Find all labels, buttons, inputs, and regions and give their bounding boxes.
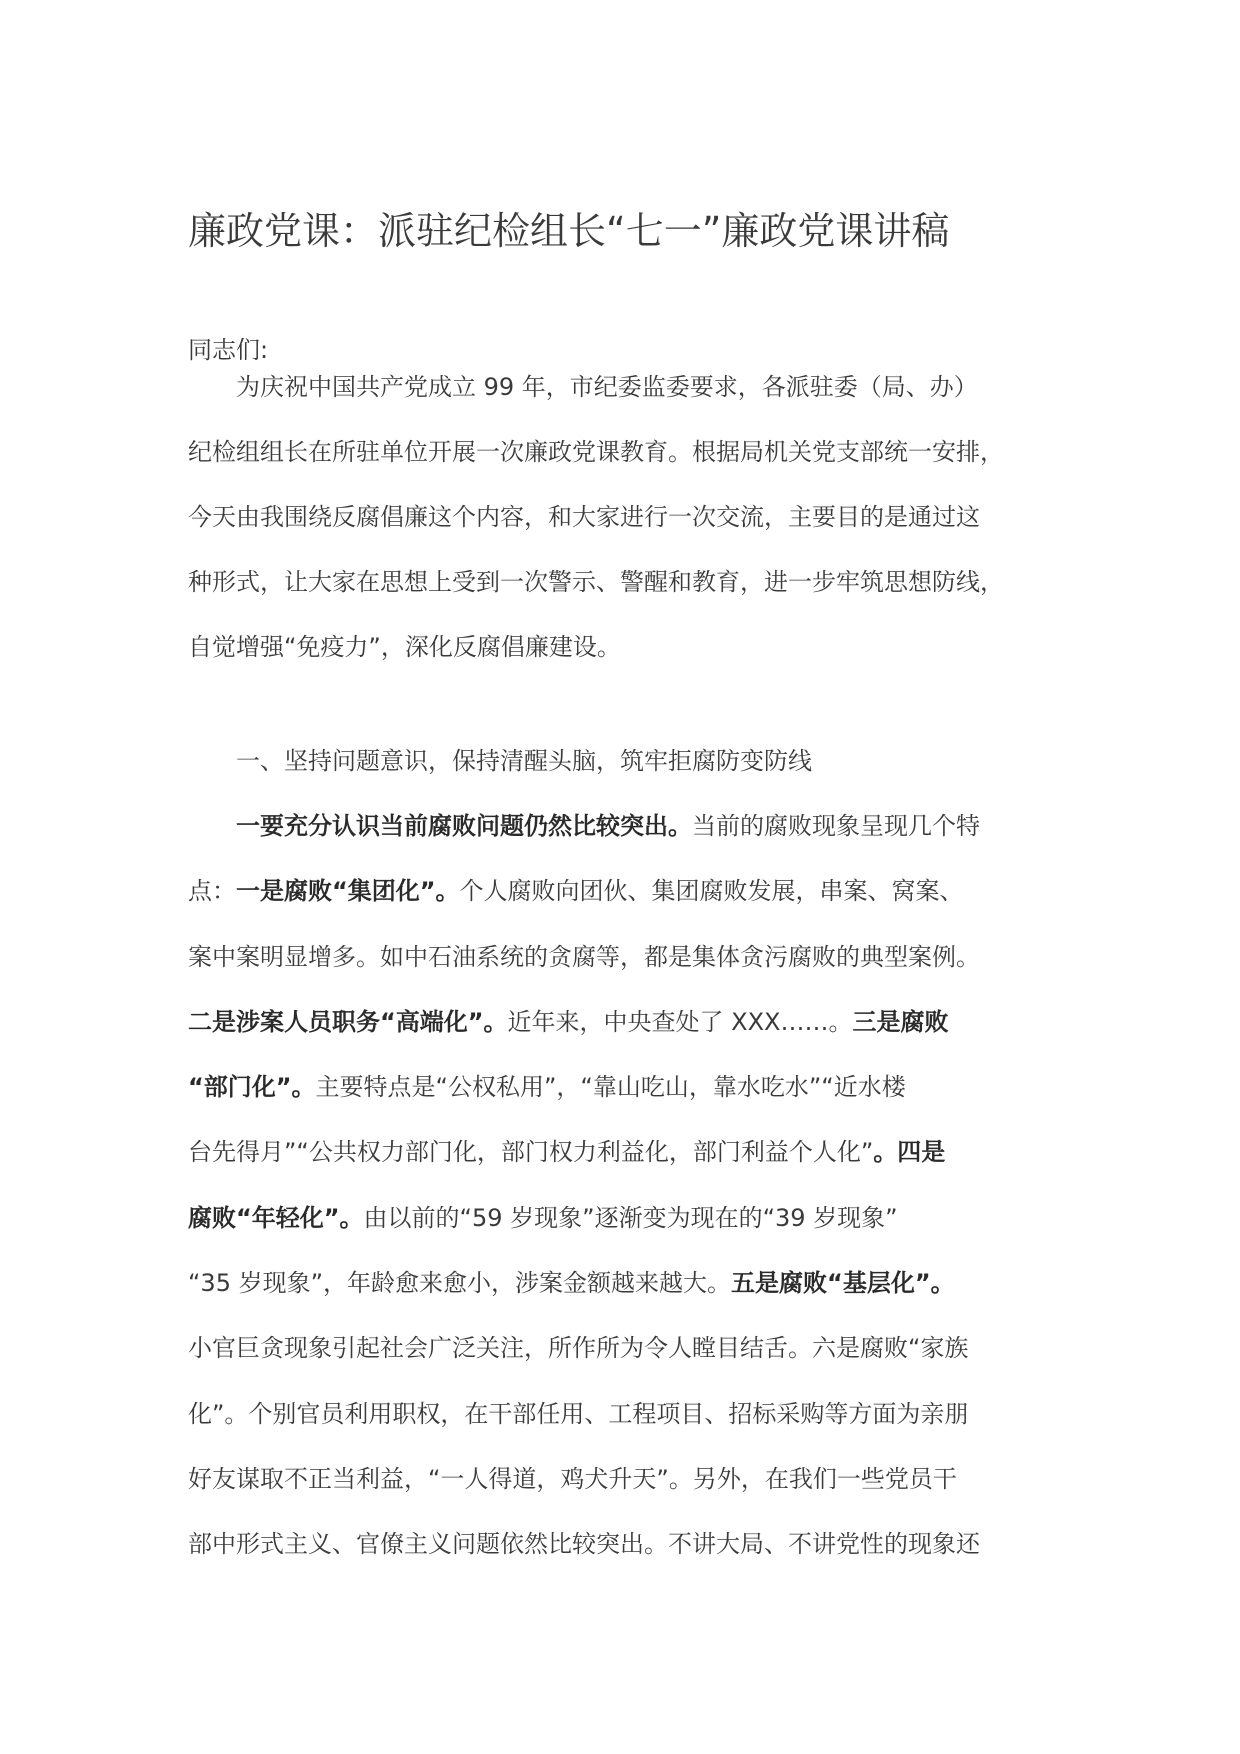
intro-line: 种形式，让大家在思想上受到一次警示、警醒和教育，进一步牢筑思想防线， — [188, 568, 1004, 596]
body-line — [188, 1186, 1080, 1251]
body-line — [188, 990, 1080, 1055]
document-title: 廉政党课：派驻纪检组长“七一”廉政党课讲稿 — [188, 209, 950, 253]
body-line — [188, 794, 1080, 859]
body-text: 好友谋取不正当利益，“一人得道，鸡犬升天”。另外，在我们一些党员干 — [188, 1464, 957, 1493]
body-text: 部中形式主义、官僚主义问题依然比较突出。不讲大局、不讲党性的现象还 — [188, 1530, 980, 1559]
bold-text: 五是腐败“基层化”。 — [731, 1269, 955, 1298]
body-line — [188, 859, 1080, 924]
body-line — [188, 1382, 1080, 1447]
intro-line: 自觉增强“免疫力”，深化反腐倡廉建设。 — [188, 633, 621, 661]
bold-text: 。四是 — [873, 1138, 946, 1167]
body-text: 由以前的“59 岁现象”逐渐变为现在的“39 岁现象” — [363, 1203, 898, 1232]
body-text: 近年来，中央查处了 XXX……。 — [507, 1007, 853, 1036]
body-line — [188, 1120, 1080, 1185]
salutation: 同志们: — [188, 336, 269, 364]
body-text: 小官巨贪现象引起社会广泛关注，所作所为令人瞠目结舌。六是腐败“家族 — [188, 1334, 969, 1363]
body-paragraph — [188, 794, 1080, 1578]
body-line — [188, 1251, 1080, 1316]
section-heading: 一、坚持问题意识，保持清醒头脑，筑牢拒腐防变防线 — [236, 747, 812, 775]
body-line — [188, 925, 1080, 990]
body-line — [188, 1447, 1080, 1512]
intro-line: 纪检组组长在所驻单位开展一次廉政党课教育。根据局机关党支部统一安排， — [188, 438, 1004, 466]
intro-paragraph — [188, 355, 1080, 680]
body-text: 台先得月”“公共权力部门化，部门权力利益化，部门利益个人化” — [188, 1138, 874, 1167]
body-text: 案中案明显增多。如中石油系统的贪腐等，都是集体贪污腐败的典型案例。 — [188, 942, 980, 971]
body-text: 点： — [188, 877, 236, 906]
body-line — [188, 1512, 1080, 1577]
bold-text: 三是腐败 — [852, 1007, 949, 1036]
intro-line: 今天由我围绕反腐倡廉这个内容，和大家进行一次交流，主要目的是通过这 — [188, 503, 980, 531]
bold-text: 一是腐败“集团化”。 — [236, 877, 460, 906]
document-page — [188, 0, 1080, 1754]
body-text: 化”。个别官员利用职权，在干部任用、工程项目、招标采购等方面为亲朋 — [188, 1399, 969, 1428]
intro-line: 为庆祝中国共产党成立 99 年，市纪委监委要求，各派驻委（局、办） — [236, 373, 978, 401]
bold-text: 腐败“年轻化”。 — [188, 1203, 364, 1232]
bold-text: “部门化”。 — [188, 1073, 316, 1102]
bold-text: 一要充分认识当前腐败问题仍然比较突出。 — [236, 812, 692, 840]
body-text: 当前的腐败现象呈现几个特 — [692, 812, 980, 840]
bold-text: 二是涉案人员职务“高端化”。 — [188, 1007, 508, 1036]
body-text: 个人腐败向团伙、集团腐败发展，串案、窝案、 — [459, 877, 964, 906]
body-text: 主要特点是“公权私用”，“靠山吃山，靠水吃水”“近水楼 — [315, 1073, 906, 1102]
body-line — [188, 1055, 1080, 1120]
body-line — [188, 1316, 1080, 1381]
body-text: “35 岁现象”，年龄愈来愈小，涉案金额越来越大。 — [188, 1269, 732, 1298]
